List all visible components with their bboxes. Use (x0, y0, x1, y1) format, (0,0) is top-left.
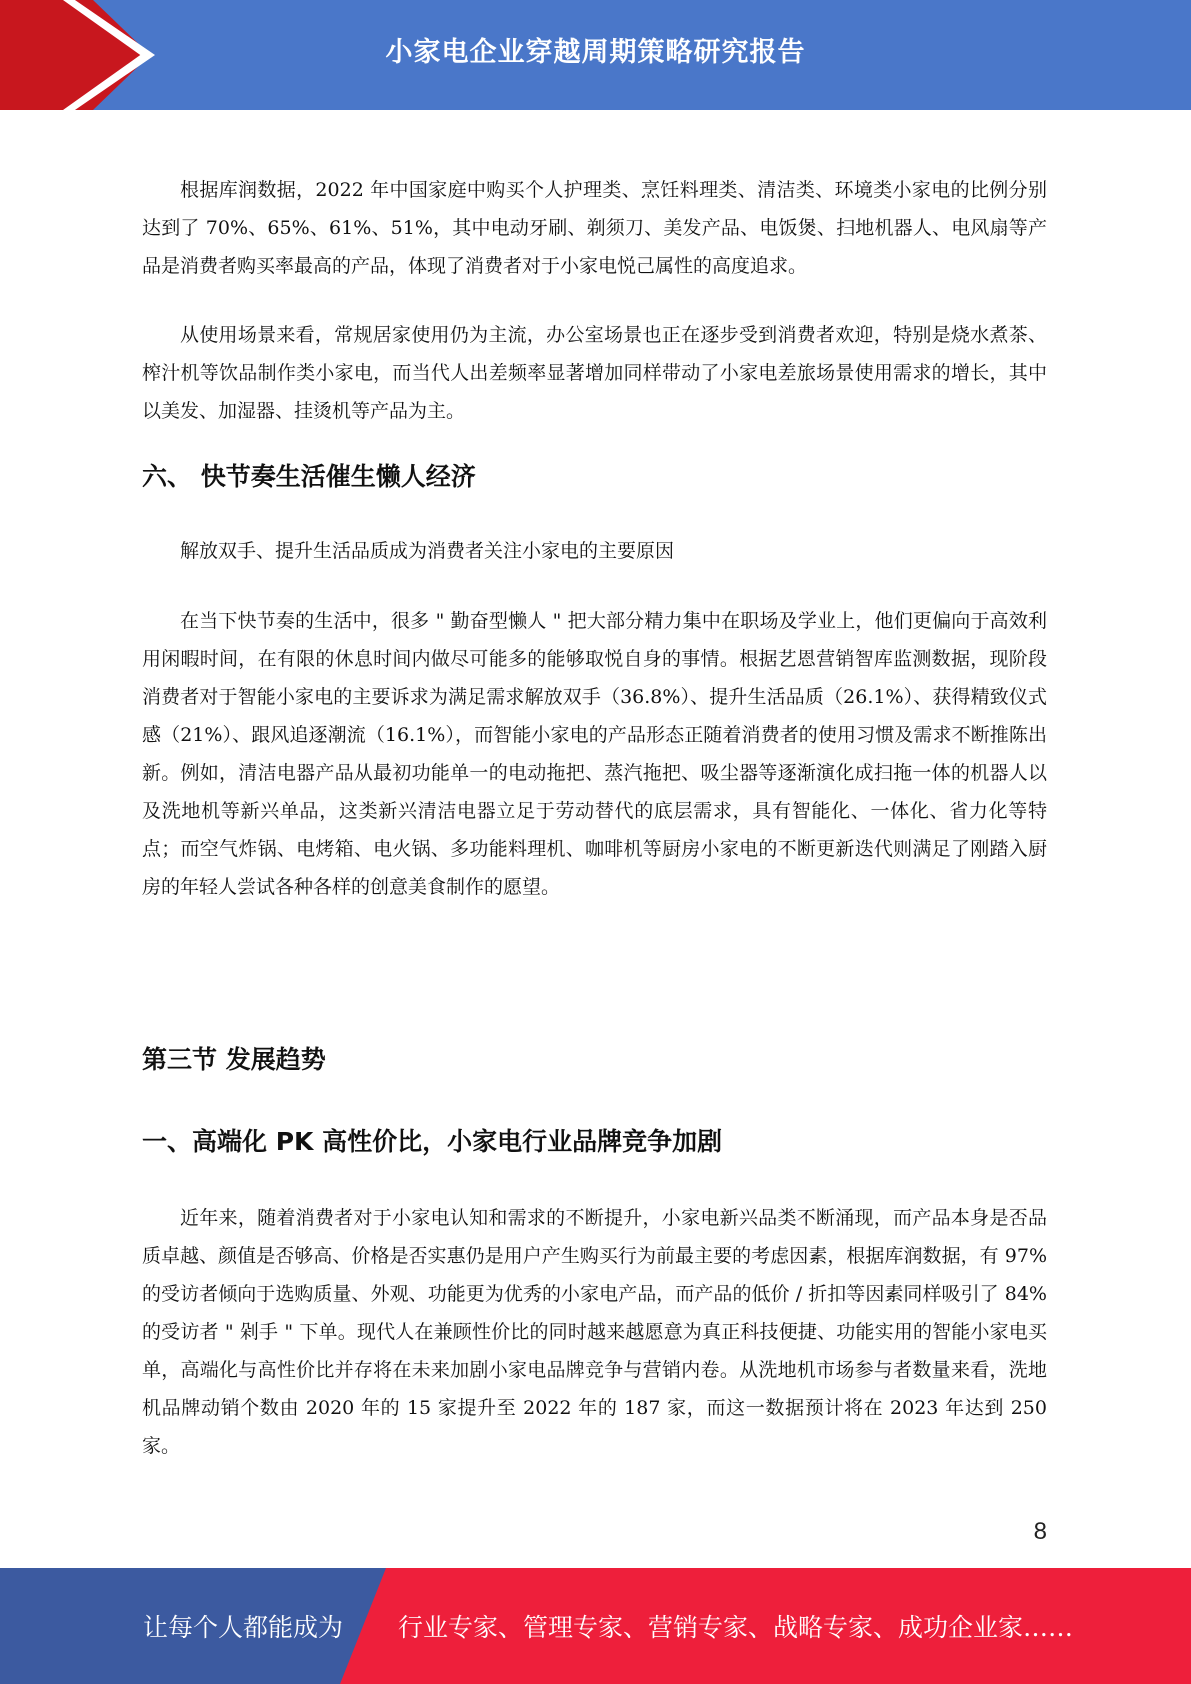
chapter-heading-trends: 第三节 发展趋势 (142, 1045, 326, 1074)
paragraph-lazy-economy: 在当下快节奏的生活中，很多 " 勤奋型懒人 " 把大部分精力集中在职场及学业上，他们更偏向于高效利用闲暇时间，在有限的休息时间内做尽可能多的能够取悦自身的事情。根据艺恩营销智库监测数据，现阶段消费者对于智能小家电的主要诉求为满足需求解放双手（36.8%）、提升生活品质（26.1%）、获得精致仪式感（21%）、跟风追逐潮流（16.1%），而智能小家电的产品形态正随着消费者的使用习惯及需求不断推陈出新。例如，清洁电器产品从最初功能单一的电动拖把、蒸汽拖把、吸尘器等逐渐演化成扫拖一体的机器人以及洗地机等新兴单品，这类新兴清洁电器立足于劳动替代的底层需求，具有智能化、一体化、省力化等特点；而空气炸锅、电烤箱、电火锅、多功能料理机、咖啡机等厨房小家电的不断更新迭代则满足了刚踏入厨房的年轻人尝试各种各样的创意美食制作的愿望。 (142, 610, 1047, 898)
page-header-banner (0, 0, 1191, 110)
section-heading-premium-vs-value: 一、高端化 PK 高性价比，小家电行业品牌竞争加剧 (142, 1127, 723, 1156)
section-heading-lazy-economy: 六、 快节奏生活催生懒人经济 (142, 462, 476, 491)
footer-slogan-left: 让每个人都能成为 (143, 1613, 344, 1642)
page-footer-banner (0, 1568, 1191, 1684)
paragraph-usage-scenarios: 从使用场景来看，常规居家使用仍为主流，办公室场景也正在逐步受到消费者欢迎，特别是烧水煮茶、榨汁机等饮品制作类小家电，而当代人出差频率显著增加同样带动了小家电差旅场景使用需求的增长，其中以美发、加湿器、挂烫机等产品为主。 (142, 324, 1047, 422)
report-title: 小家电企业穿越周期策略研究报告 (385, 36, 806, 68)
subheading-lazy-economy-reason: 解放双手、提升生活品质成为消费者关注小家电的主要原因 (180, 540, 675, 562)
paragraph-consumption-ratio: 根据库润数据，2022 年中国家庭中购买个人护理类、烹饪料理类、清洁类、环境类小家电的比例分别达到了 70%、65%、61%、51%，其中电动牙刷、剃须刀、美发产品、电饭煲、扫地机器人、电风扇等产品是消费者购买率最高的产品，体现了消费者对于小家电悦己属性的高度追求。 (142, 179, 1047, 277)
page-number: 8 (1033, 1518, 1047, 1545)
footer-slogan-right: 行业专家、管理专家、营销专家、战略专家、成功企业家…… (398, 1613, 1074, 1642)
paragraph-brand-competition: 近年来，随着消费者对于小家电认知和需求的不断提升，小家电新兴品类不断涌现，而产品本身是否品质卓越、颜值是否够高、价格是否实惠仍是用户产生购买行为前最主要的考虑因素，根据库润数据，有 97% 的受访者倾向于选购质量、外观、功能更为优秀的小家电产品，而产品的低价 / 折扣等因素同样吸引了 84% 的受访者 " 剁手 " 下单。现代人在兼顾性价比的同时越来越愿意为真正科技便捷、功能实用的智能小家电买单，高端化与高性价比并存将在未来加剧小家电品牌竞争与营销内卷。从洗地机市场参与者数量来看，洗地机品牌动销个数由 2020 年的 15 家提升至 2022 年的 187 家，而这一数据预计将在 2023 年达到 250 家。 (142, 1207, 1047, 1457)
